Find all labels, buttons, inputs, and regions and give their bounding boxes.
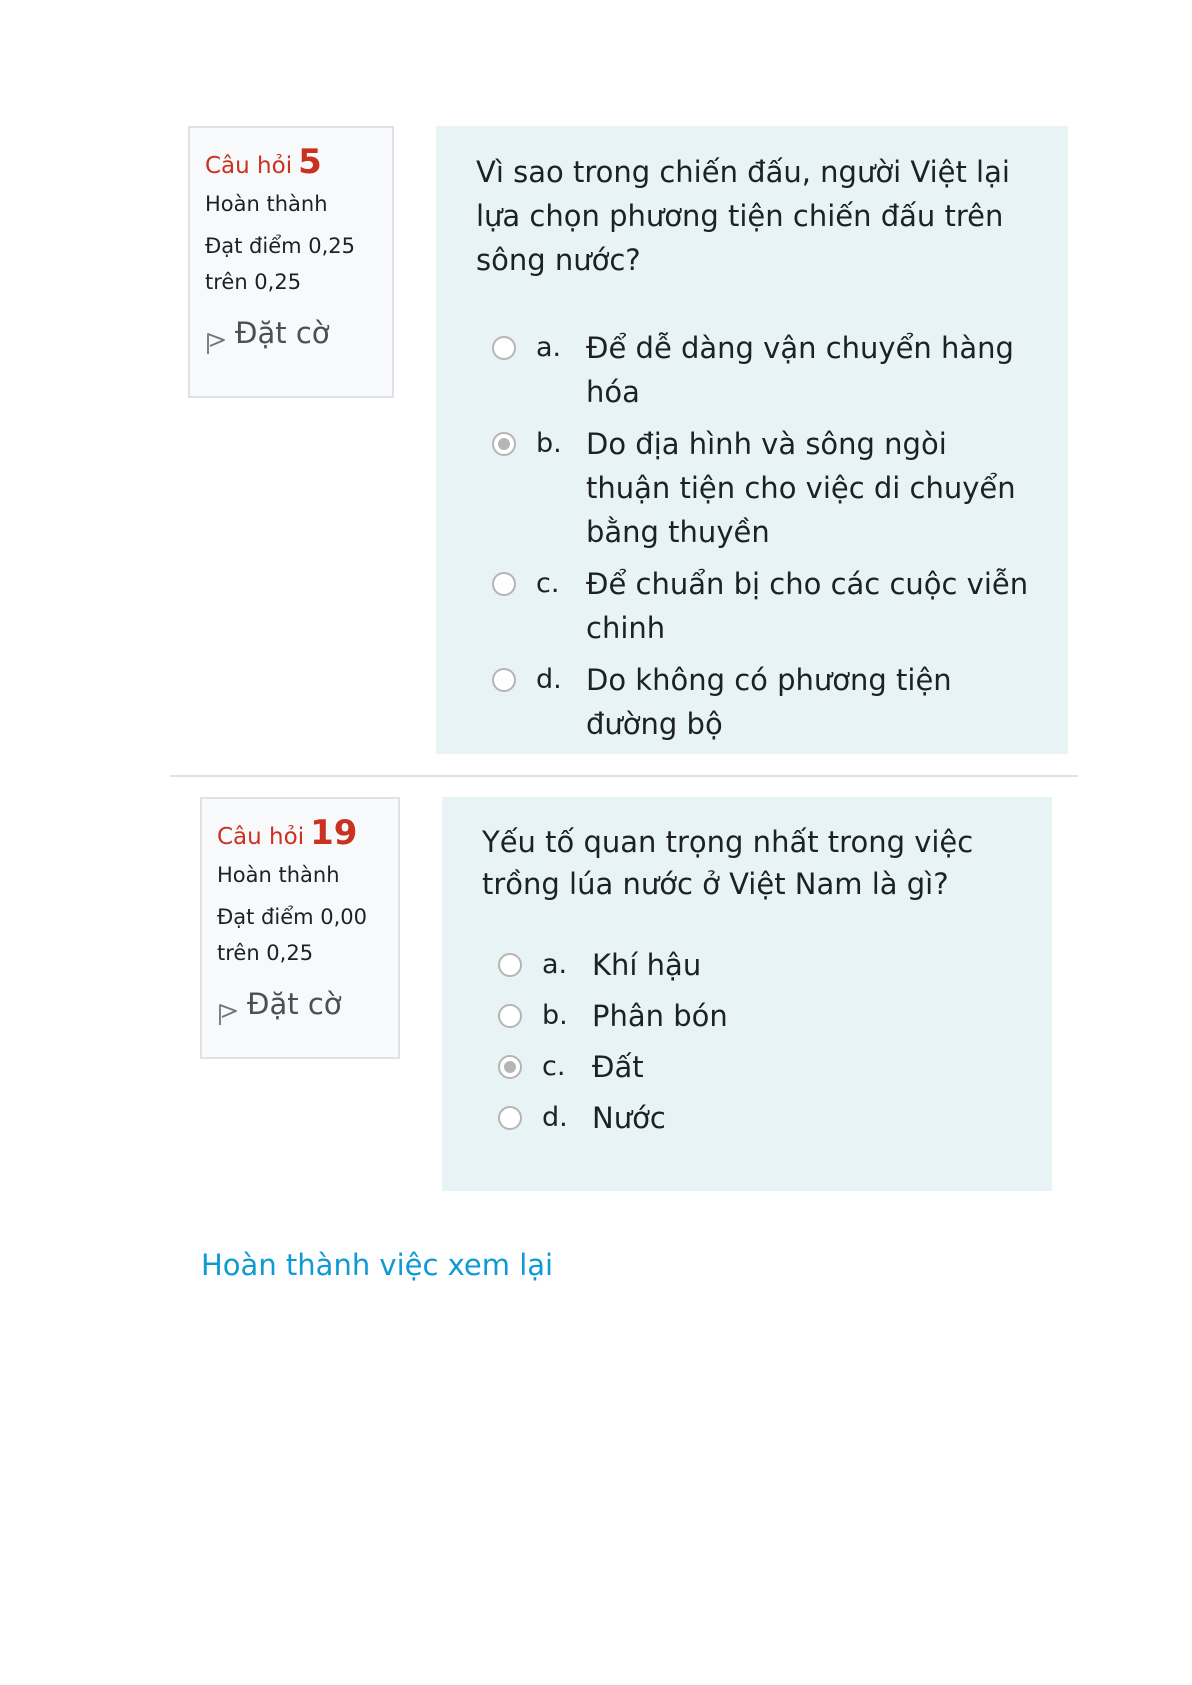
answer-option-b[interactable] [482,994,1024,1038]
answer-text: Để dễ dàng vận chuyển hàng hóa [586,331,1014,409]
question-info-19 [200,797,400,1059]
answer-option-c[interactable] [482,1045,1024,1089]
question-label: Câu hỏi [205,153,293,179]
answer-letter: b. [536,428,562,459]
answer-radio-selected[interactable] [492,432,516,456]
flag-question-button[interactable] [205,316,378,350]
finish-review-link[interactable]: Hoàn thành việc xem lại [201,1248,554,1282]
question-number: 19 [310,813,358,853]
answer-option-b[interactable] [476,422,1040,554]
answer-radio-selected[interactable] [498,1055,522,1079]
question-content-19 [442,797,1052,1191]
answer-option-c[interactable] [476,562,1040,650]
answer-letter: d. [536,664,562,695]
answer-option-d[interactable] [476,658,1040,746]
flag-label: Đặt cờ [247,987,342,1021]
answer-radio[interactable] [498,1004,522,1028]
answer-letter: c. [536,568,560,599]
answer-text: Do địa hình và sông ngòi thuận tiện cho việc di chuyển bằng thuyền [586,427,1016,549]
question-number: 5 [298,142,322,182]
answer-text: Phân bón [592,999,728,1033]
question-title [217,813,384,853]
question-state: Hoàn thành [217,863,340,887]
question-content-5 [436,126,1068,754]
answer-list [482,943,1024,1140]
question-text: Vì sao trong chiến đấu, người Việt lại lựa chọn phương tiện chiến đấu trên sông nước? [476,155,1010,277]
answer-option-d[interactable] [482,1096,1024,1140]
flag-label: Đặt cờ [235,316,330,350]
answer-radio[interactable] [492,668,516,692]
question-text: Yếu tố quan trọng nhất trong việc trồng lúa nước ở Việt Nam là gì? [482,825,974,901]
answer-radio[interactable] [492,572,516,596]
answer-list [476,326,1040,746]
question-grade: Đạt điểm 0,25 trên 0,25 [205,234,356,294]
question-divider [170,775,1078,777]
answer-letter: a. [536,332,562,363]
answer-text: Nước [592,1101,666,1135]
answer-letter: c. [542,1051,566,1082]
question-label: Câu hỏi [217,824,305,850]
flag-icon [205,331,227,355]
answer-option-a[interactable] [476,326,1040,414]
answer-radio[interactable] [498,953,522,977]
answer-text: Do không có phương tiện đường bộ [586,663,952,741]
answer-letter: a. [542,949,568,980]
question-state: Hoàn thành [205,192,328,216]
flag-icon [217,1002,239,1026]
question-info-5 [188,126,394,398]
flag-question-button[interactable] [217,987,384,1021]
answer-letter: d. [542,1102,568,1133]
answer-text: Để chuẩn bị cho các cuộc viễn chinh [586,567,1029,645]
question-title [205,142,378,182]
answer-letter: b. [542,1000,568,1031]
answer-text: Khí hậu [592,948,702,982]
question-grade: Đạt điểm 0,00 trên 0,25 [217,905,368,965]
answer-text: Đất [592,1050,644,1084]
answer-radio[interactable] [492,336,516,360]
answer-radio[interactable] [498,1106,522,1130]
answer-option-a[interactable] [482,943,1024,987]
